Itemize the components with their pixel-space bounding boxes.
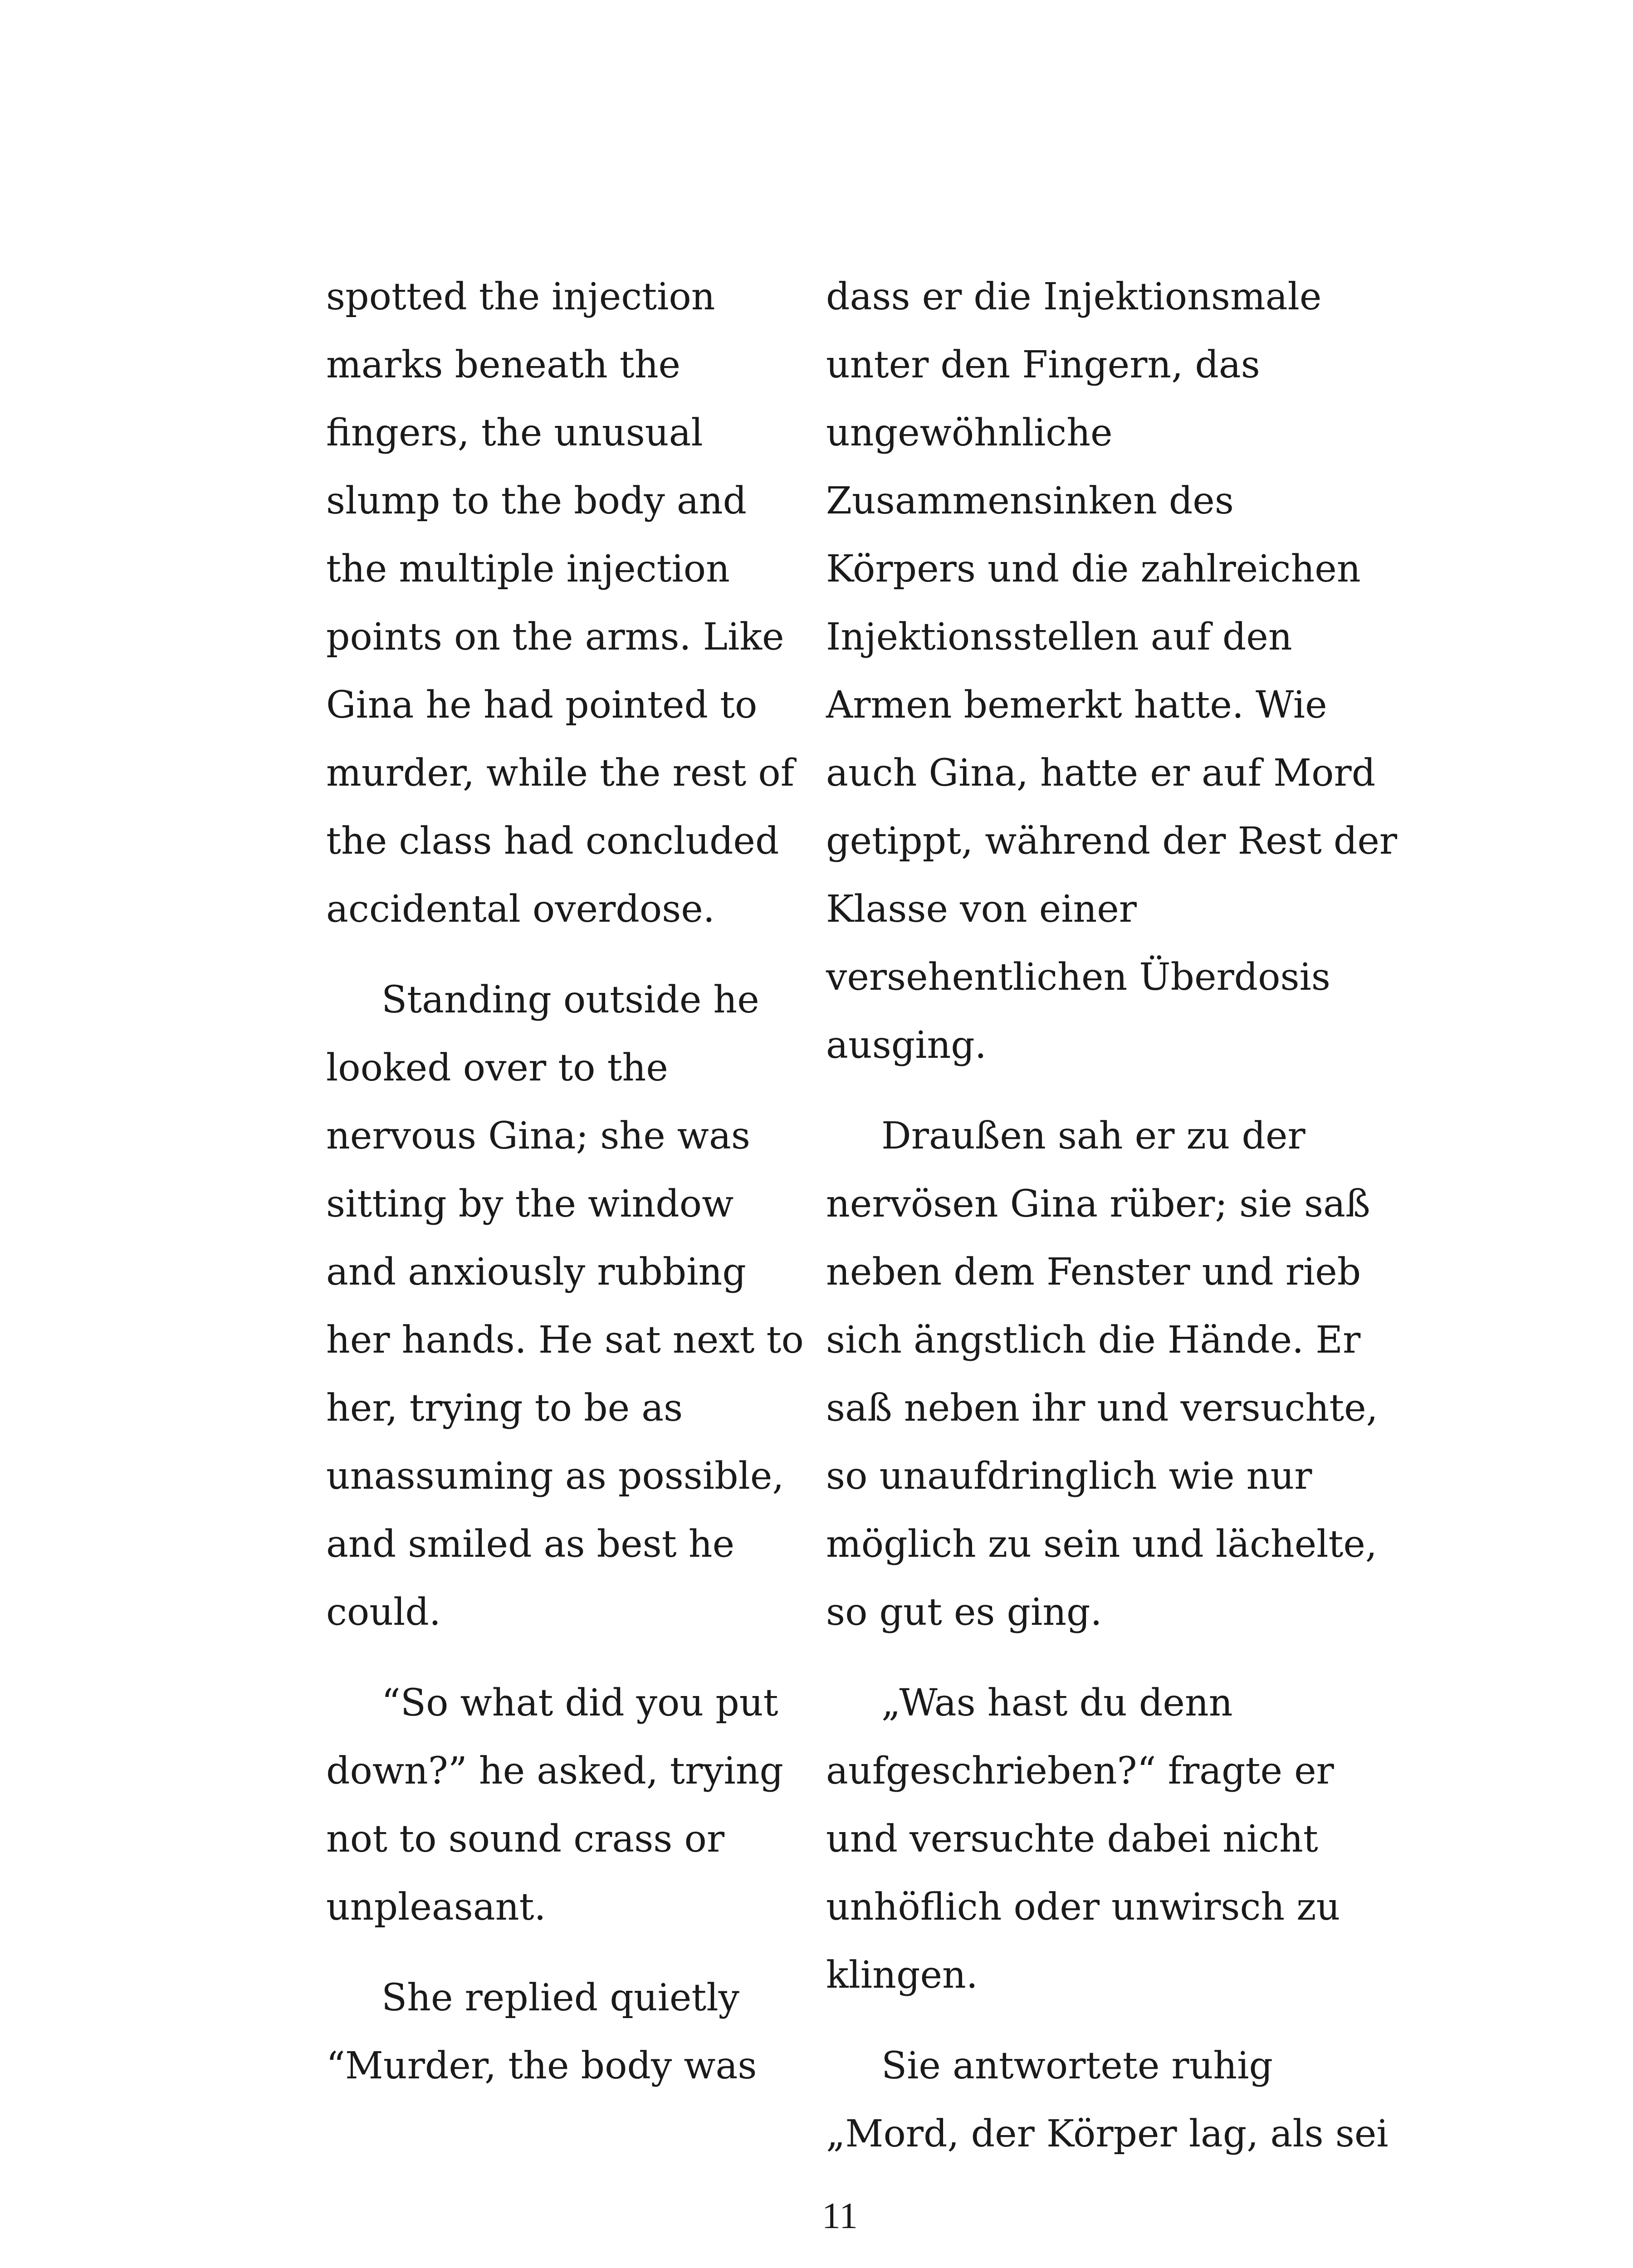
text-line: She replied quietly <box>381 1976 739 2019</box>
text-line: Zusammensinken des <box>826 479 1234 523</box>
text-line: nervösen Gina rüber; sie saß <box>826 1183 1370 1226</box>
text-line: unassuming as possible, <box>326 1455 784 1498</box>
text-line: looked over to the <box>326 1046 668 1090</box>
text-line: not to sound crass or <box>326 1818 725 1861</box>
text-line: Armen bemerkt hatte. Wie <box>826 684 1327 727</box>
german-paragraph-2 <box>826 1102 1389 1647</box>
text-line: neben dem Fenster und rieb <box>826 1251 1361 1294</box>
english-paragraph-3 <box>326 1669 784 1941</box>
text-line: the class had concluded <box>326 820 779 863</box>
text-line: auch Gina, hatte er auf Mord <box>826 752 1376 795</box>
text-line: Sie antwortete ruhig <box>881 2044 1273 2087</box>
text-line: Injektionsstellen auf den <box>826 616 1292 659</box>
text-line: and anxiously rubbing <box>326 1251 746 1294</box>
text-line: Körpers und die zahlreichen <box>826 547 1361 591</box>
text-line: und versuchte dabei nicht <box>826 1818 1318 1861</box>
text-line: so gut es ging. <box>826 1591 1102 1634</box>
text-line: möglich zu sein und lächelte, <box>826 1523 1377 1566</box>
text-line: down?” he asked, trying <box>326 1750 784 1793</box>
text-line: points on the arms. Like <box>326 616 784 659</box>
text-line: marks beneath the <box>326 343 681 386</box>
text-line: “So what did you put <box>381 1681 778 1725</box>
text-line: her hands. He sat next to <box>326 1319 804 1362</box>
text-line: Gina he had pointed to <box>326 684 758 727</box>
text-line: unter den Fingern, das <box>826 343 1260 386</box>
text-line: „Mord, der Körper lag, als sei <box>826 2112 1389 2156</box>
text-line: versehentlichen Überdosis <box>826 956 1330 999</box>
page-number: 11 <box>822 2195 858 2236</box>
text-line: aufgeschrieben?“ fragte er <box>826 1750 1334 1793</box>
text-line: murder, while the rest of <box>326 752 795 795</box>
text-line: spotted the injection <box>326 275 715 318</box>
text-line: unhöflich oder unwirsch zu <box>826 1886 1340 1929</box>
german-paragraph-4 <box>826 2032 1389 2168</box>
english-paragraph-1 <box>326 263 795 943</box>
text-line: saß neben ihr und versuchte, <box>826 1387 1378 1430</box>
english-paragraph-2 <box>326 966 804 1647</box>
german-text-column <box>826 263 1398 2168</box>
text-line: sich ängstlich die Hände. Er <box>826 1319 1361 1362</box>
german-paragraph-1 <box>826 263 1398 1080</box>
text-line: nervous Gina; she was <box>326 1114 750 1158</box>
english-text-column <box>326 263 804 2100</box>
text-line: ausging. <box>826 1024 987 1067</box>
text-line: and smiled as best he <box>326 1523 735 1566</box>
text-line: Standing outside he <box>381 978 759 1022</box>
text-line: getippt, während der Rest der <box>826 820 1398 863</box>
text-line: „Was hast du denn <box>881 1681 1233 1725</box>
text-line: her, trying to be as <box>326 1387 683 1430</box>
text-line: accidental overdose. <box>326 888 715 931</box>
text-line: dass er die Injektionsmale <box>826 275 1322 318</box>
text-line: slump to the body and <box>326 479 747 523</box>
text-line: fingers, the unusual <box>326 411 703 455</box>
text-line: ungewöhnliche <box>826 411 1113 455</box>
text-line: sitting by the window <box>326 1183 734 1226</box>
text-line: could. <box>326 1591 441 1634</box>
text-line: Klasse von einer <box>826 888 1137 931</box>
german-paragraph-3 <box>826 1669 1389 2009</box>
text-line: Draußen sah er zu der <box>881 1114 1305 1158</box>
text-line: so unaufdringlich wie nur <box>826 1455 1312 1498</box>
text-line: unpleasant. <box>326 1886 546 1929</box>
text-line: the multiple injection <box>326 547 730 591</box>
text-line: “Murder, the body was <box>326 2044 757 2087</box>
english-paragraph-4 <box>326 1964 784 2100</box>
text-line: klingen. <box>826 1954 978 1997</box>
